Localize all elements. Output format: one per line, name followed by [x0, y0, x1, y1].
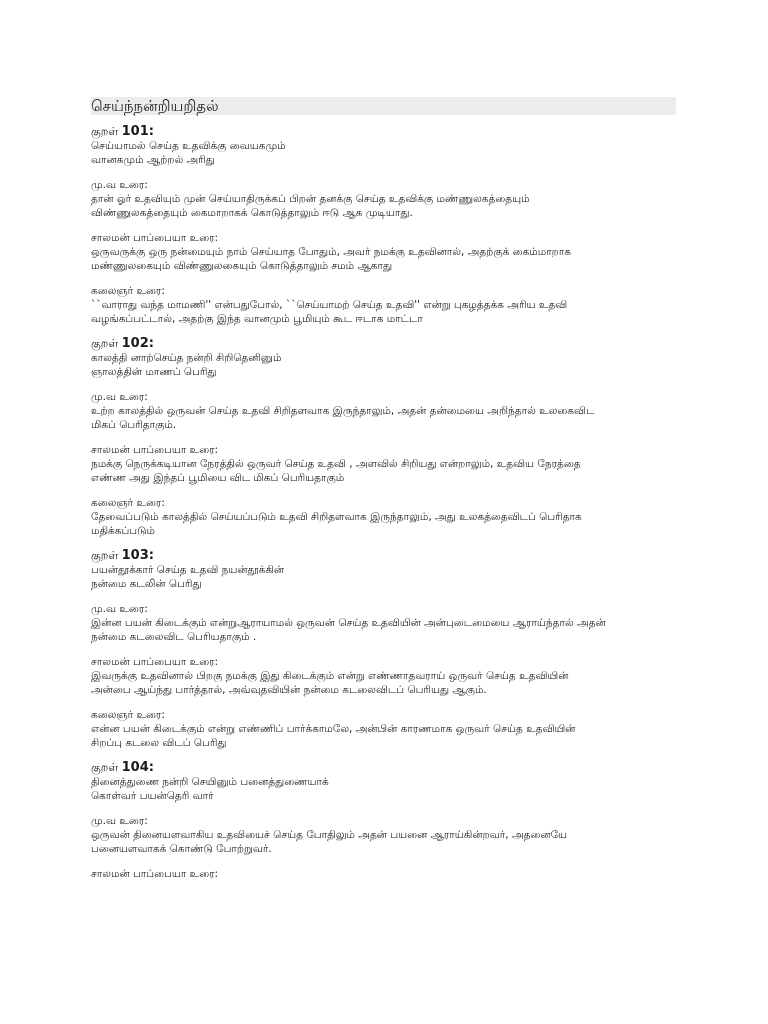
commentary-label: மு.வ உரை: — [91, 815, 148, 827]
kural-verse-block — [91, 125, 676, 167]
commentary-block — [91, 390, 676, 432]
commentary-block — [91, 231, 676, 273]
commentary-block — [91, 443, 676, 485]
commentary-line: விண்ணுலகத்தையும் கைமாறாகக் கொடுத்தாலும் ஈடு ஆக முடியாது. — [91, 207, 413, 219]
commentary-label: மு.வ உரை: — [91, 391, 148, 403]
commentary-label: கலைஞர் உரை: — [91, 497, 165, 509]
commentary-label: மு.வ உரை: — [91, 603, 148, 615]
commentary-line: அன்பை ஆய்ந்து பார்த்தால், அவ்வுதவியின் நன்மை கடலைவிடப் பெரியது ஆகும். — [91, 684, 487, 696]
kural-number: 103: — [121, 548, 154, 563]
kural-section — [91, 549, 676, 750]
commentary-block — [91, 867, 676, 881]
kural-verse-block — [91, 549, 676, 591]
kural-label: குறள் — [91, 549, 122, 562]
commentary-block — [91, 814, 676, 856]
commentary-line: மதிக்கப்படும் — [91, 525, 155, 537]
chapter-title: செய்ந்நன்றியறிதல் — [91, 97, 676, 115]
commentary-line: ``வாராது வந்த மாமணி'' என்பதுபோல், ``செய்யாமற் செய்த உதவி'' என்று புகழத்தக்க அரிய உதவி — [91, 299, 568, 311]
commentary-line: சிறப்பு கடலை விடப் பெரிது — [91, 737, 227, 749]
commentary-line: வழங்கப்பட்டால், அதற்கு இந்த வானமும் பூமியும் கூட ஈடாக மாட்டா — [91, 313, 423, 325]
kural-section — [91, 337, 676, 538]
kural-heading — [91, 761, 676, 775]
commentary-label: மு.வ உரை: — [91, 179, 148, 191]
kural-verse-line: நன்மை கடலின் பெரிது — [91, 578, 202, 590]
kural-list — [91, 125, 676, 881]
commentary-line: மிகப் பெரிதாகும். — [91, 419, 177, 431]
kural-heading — [91, 549, 676, 563]
kural-section — [91, 761, 676, 881]
kural-label: குறள் — [91, 125, 122, 138]
kural-number: 102: — [121, 336, 154, 351]
commentary-block — [91, 284, 676, 326]
kural-verse-line: ஞாலத்தின் மாணப் பெரிது — [91, 366, 217, 378]
kural-verse-line: பயன்தூக்கார் செய்த உதவி நயன்தூக்கின் — [91, 564, 285, 576]
kural-number: 104: — [121, 760, 154, 775]
kural-number: 101: — [121, 124, 154, 139]
commentary-line: ஒருவருக்கு ஒரு நன்மையும் நாம் செய்யாத போதும், அவர் நமக்கு உதவினால், அதற்குக் கைம்மாறாக — [91, 246, 572, 258]
commentary-line: எண்ண அது இந்தப் பூமியை விட மிகப் பெரியதாகும் — [91, 472, 345, 484]
commentary-line: மண்ணுலகையும் விண்ணுலகையும் கொடுத்தாலும் சமம் ஆகாது — [91, 260, 393, 272]
commentary-block — [91, 178, 676, 220]
commentary-label: கலைஞர் உரை: — [91, 285, 165, 297]
commentary-line: உற்ற காலத்தில் ஒருவன் செய்த உதவி சிறிதளவாக இருந்தாலும், அதன் தன்மையை அறிந்தால் உலகைவிட — [91, 405, 595, 417]
commentary-block — [91, 602, 676, 644]
kural-label: குறள் — [91, 337, 122, 350]
commentary-line: என்ன பயன் கிடைக்கும் என்று எண்ணிப் பார்க்காமலே, அன்பின் காரணமாக ஒருவர் செய்த உதவியின் — [91, 723, 576, 735]
commentary-label: சாலமன் பாப்பையா உரை: — [91, 868, 219, 880]
kural-heading — [91, 337, 676, 351]
commentary-block — [91, 708, 676, 750]
kural-verse-block — [91, 337, 676, 379]
commentary-line: தேவைப்படும் காலத்தில் செய்யப்படும் உதவி சிறிதளவாக இருந்தாலும், அது உலகத்தைவிடப் பெரிதாக — [91, 511, 582, 523]
commentary-line: இன்ன பயன் கிடைக்கும் என்றுஆராயாமல் ஒருவன் செய்த உதவியின் அன்புடைமையை ஆராய்ந்தால் அதன் — [91, 617, 606, 629]
kural-verse-line: காலத்தி னாற்செய்த நன்றி சிறிதெனினும் — [91, 352, 282, 364]
kural-heading — [91, 125, 676, 139]
kural-label: குறள் — [91, 761, 122, 774]
commentary-label: சாலமன் பாப்பையா உரை: — [91, 444, 219, 456]
kural-verse-line: வானகமும் ஆற்றல் அரிது — [91, 154, 215, 166]
commentary-block — [91, 496, 676, 538]
commentary-block — [91, 655, 676, 697]
kural-verse-block — [91, 761, 676, 803]
commentary-label: சாலமன் பாப்பையா உரை: — [91, 232, 219, 244]
commentary-line: இவருக்கு உதவினால் பிறகு நமக்கு இது கிடைக்கும் என்று எண்ணாதவராய் ஒருவர் செய்த உதவியின் — [91, 670, 569, 682]
commentary-label: சாலமன் பாப்பையா உரை: — [91, 656, 219, 668]
kural-verse-line: கொள்வர் பயன்தெரி வார் — [91, 790, 214, 802]
commentary-line: ஒருவன் தினையளவாகிய உதவியைச் செய்த போதிலும் அதன் பயனை ஆராய்கின்றவர், அதனையே — [91, 829, 568, 841]
kural-verse-line: செய்யாமல் செய்த உதவிக்கு வையகமும் — [91, 140, 286, 152]
kural-verse-line: தினைத்துணை நன்றி செயினும் பனைத்துணையாக் — [91, 776, 329, 788]
document-page — [91, 97, 676, 892]
commentary-line: பனையளவாகக் கொண்டு போற்றுவர். — [91, 843, 272, 855]
commentary-line: நமக்கு நெருக்கடியான நேரத்தில் ஒருவர் செய்த உதவி , அளவில் சிறியது என்றாலும், உதவிய நேரத்தை — [91, 458, 581, 470]
commentary-label: கலைஞர் உரை: — [91, 709, 165, 721]
kural-section — [91, 125, 676, 326]
commentary-line: தான் ஓர் உதவியும் முன் செய்யாதிருக்கப் பிறன் தனக்கு செய்த உதவிக்கு மண்ணுலகத்தையும் — [91, 193, 530, 205]
commentary-line: நன்மை கடலைவிட பெரியதாகும் . — [91, 631, 257, 643]
